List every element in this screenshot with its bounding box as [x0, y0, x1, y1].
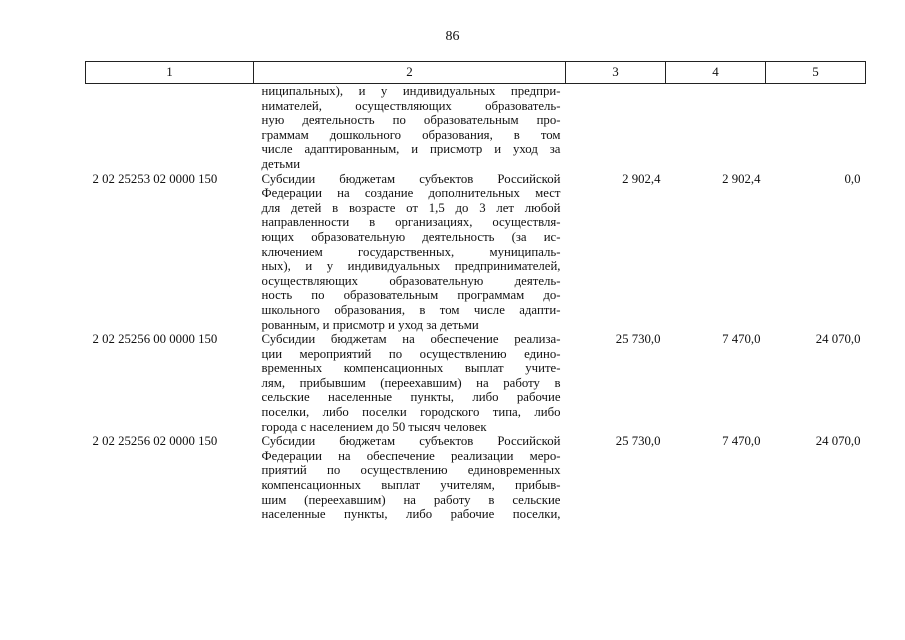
value-cell-5: 24 070,0	[815, 332, 861, 347]
value-cell-4: 2 902,4	[722, 171, 761, 186]
description-line: граммам дошкольного образования, в том	[261, 127, 561, 142]
description-cell	[254, 84, 566, 172]
description-line: ность по образовательным программам до-	[261, 288, 561, 303]
description-line: Субсидии бюджетам на обеспечение реализа-	[261, 332, 561, 347]
description-line: Субсидии бюджетам субъектов Российской	[261, 434, 561, 449]
description-line: ных), и у индивидуальных предпринимателей,	[261, 259, 561, 274]
description-line: числе адаптированным, и присмотр и уход за	[261, 142, 561, 157]
description-line: ключением государственных, муниципаль-	[261, 244, 561, 259]
value-cell-3: 25 730,0	[615, 434, 661, 449]
table-header	[86, 62, 866, 84]
budget-code: 2 02 25256 00 0000 150	[92, 332, 218, 347]
description-line: рованным, и присмотр и уход за детьми	[261, 317, 479, 332]
description-line: Федерации на создание дополнительных мест	[261, 186, 561, 201]
header-row	[86, 62, 866, 84]
description-line: ниципальных), и у индивидуальных предпри-	[261, 84, 561, 98]
value-cell-5: 24 070,0	[815, 434, 861, 449]
description-line: Субсидии бюджетам субъектов Российской	[261, 171, 561, 186]
description-line: приятий по осуществлению единовременных	[261, 463, 561, 478]
column-header-2: 2	[254, 62, 566, 84]
description-cell	[254, 434, 566, 522]
table-row	[86, 332, 866, 434]
description-line: лям, прибывшим (переехавшим) на работу в	[261, 375, 561, 390]
budget-code: 2 02 25253 02 0000 150	[92, 171, 218, 186]
value-cell-4: 7 470,0	[722, 332, 761, 347]
description-line: населенные пункты, либо рабочие поселки,	[261, 507, 561, 522]
description-cell	[254, 332, 566, 434]
column-header-5: 5	[766, 62, 866, 84]
table-row	[86, 434, 866, 522]
description-line: школьного образования, в том числе адапти-	[261, 302, 561, 317]
value-cell-3: 25 730,0	[615, 332, 661, 347]
description-line: ющих образовательную деятельность (за ис-	[261, 229, 561, 244]
description-line: ную деятельность по образовательным про-	[261, 113, 561, 128]
table-row	[86, 172, 866, 333]
value-cell-5: 0,0	[844, 171, 861, 186]
value-cell-5	[766, 84, 866, 172]
description-line: города с населением до 50 тысяч человек	[261, 419, 487, 434]
description-line: временных компенсационных выплат учите-	[261, 361, 561, 376]
description-line: для детей в возрасте от 1,5 до 3 лет любой	[261, 200, 561, 215]
page-number: 86	[445, 29, 460, 44]
value-cell-4: 7 470,0	[722, 434, 761, 449]
budget-code: 2 02 25256 02 0000 150	[92, 434, 218, 449]
value-cell-3	[566, 84, 666, 172]
description-line: Федерации на обеспечение реализации меро-	[261, 448, 561, 463]
code-cell	[86, 84, 254, 172]
description-line: нимателей, осуществляющих образователь-	[261, 98, 561, 113]
description-line: ции мероприятий по осуществлению едино-	[261, 346, 561, 361]
column-header-3: 3	[566, 62, 666, 84]
description-cell	[254, 172, 566, 333]
description-line: поселки, либо поселки городского типа, либо	[261, 405, 561, 420]
description-line: направленности в организациях, осуществля-	[261, 215, 561, 230]
description-line: шим (переехавшим) на работу в сельские	[261, 492, 561, 507]
value-cell-3: 2 902,4	[622, 171, 661, 186]
column-header-4: 4	[666, 62, 766, 84]
description-line: сельские населенные пункты, либо рабочие	[261, 390, 561, 405]
column-header-1: 1	[86, 62, 254, 84]
description-line: компенсационных выплат учителям, прибыв-	[261, 478, 561, 493]
description-line: детьми	[261, 156, 301, 171]
table-row-continuation	[86, 84, 866, 172]
value-cell-4	[666, 84, 766, 172]
description-line: осуществляющих образовательную деятель-	[261, 273, 561, 288]
budget-table	[85, 61, 866, 522]
